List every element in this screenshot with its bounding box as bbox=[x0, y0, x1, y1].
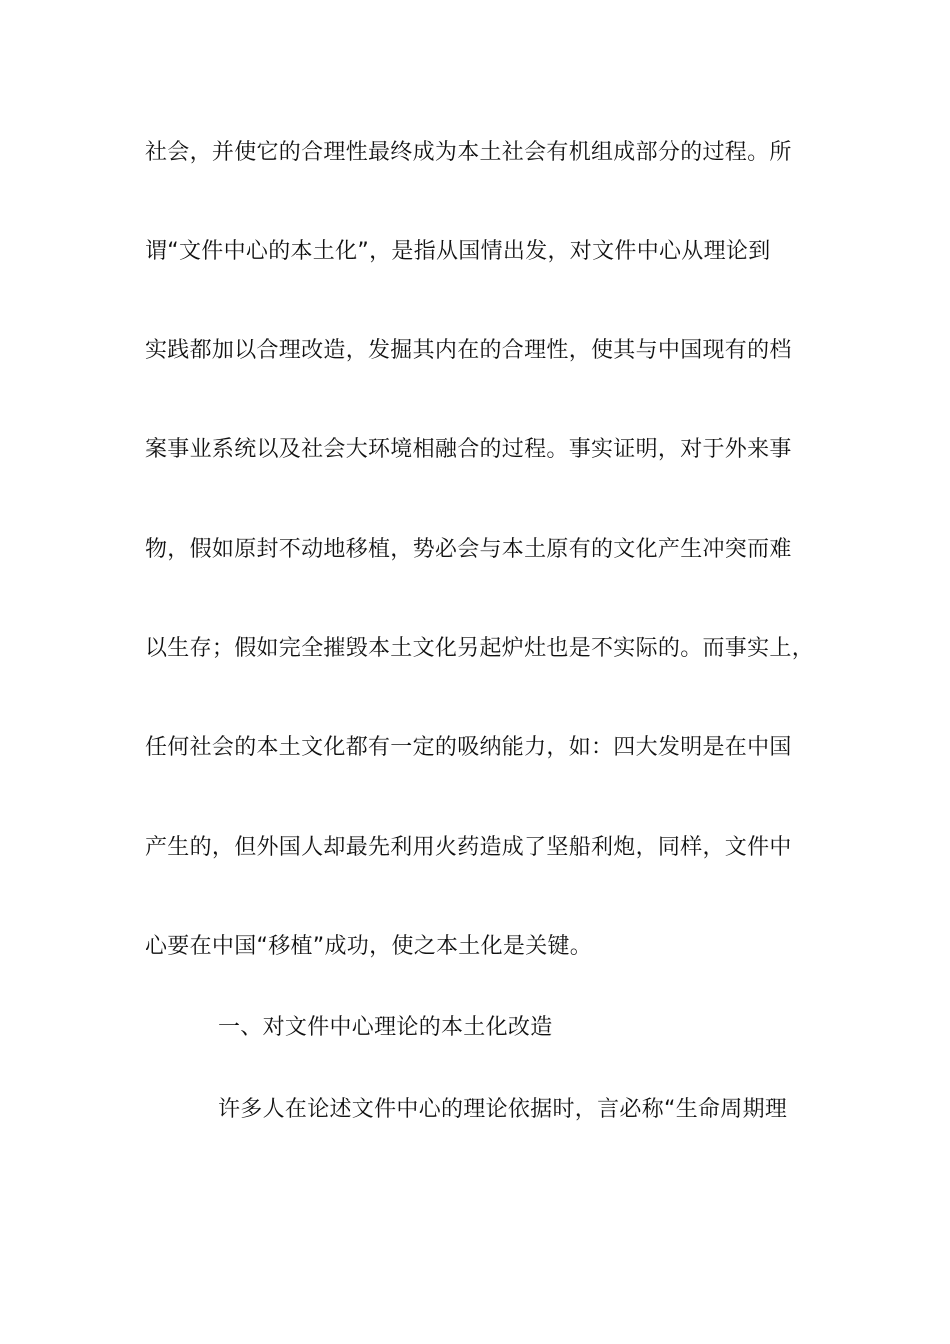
text-line-8: 产生的，但外国人却最先利用火药造成了坚船利炮，同样，文件中 bbox=[145, 835, 792, 860]
text-line-4: 案事业系统以及社会大环境相融合的过程。事实证明，对于外来事 bbox=[145, 437, 792, 462]
section-heading: 一、对文件中心理论的本土化改造 bbox=[218, 1015, 553, 1040]
text-line-5: 物，假如原封不动地移植，势必会与本土原有的文化产生冲突而难 bbox=[145, 537, 792, 562]
text-line-1: 社会，并使它的合理性最终成为本土社会有机组成部分的过程。所 bbox=[145, 140, 792, 165]
paragraph-start: 许多人在论述文件中心的理论依据时，言必称“生命周期理 bbox=[218, 1097, 788, 1122]
text-line-7: 任何社会的本土文化都有一定的吸纳能力，如：四大发明是在中国 bbox=[145, 735, 792, 760]
text-line-2: 谓“文件中心的本土化”，是指从国情出发，对文件中心从理论到 bbox=[145, 239, 771, 264]
text-line-3: 实践都加以合理改造，发掘其内在的合理性，使其与中国现有的档 bbox=[145, 338, 792, 363]
text-line-9: 心要在中国“移植”成功，使之本土化是关键。 bbox=[145, 934, 593, 959]
text-line-6: 以生存；假如完全摧毁本土文化另起炉灶也是不实际的。而事实上， bbox=[145, 636, 815, 661]
